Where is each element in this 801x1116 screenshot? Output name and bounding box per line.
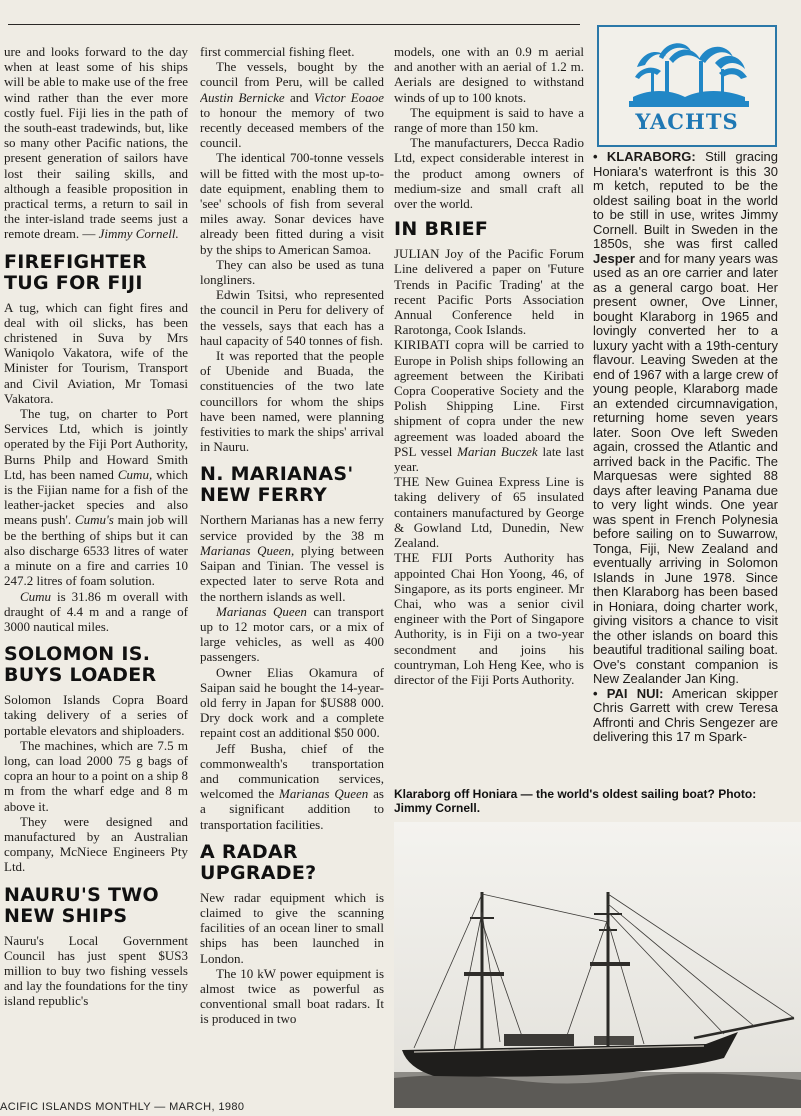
firefighter-paragraph-1: A tug, which can fight fires and deal with oil slicks, has been christened in Suva by Mrs Waniqolo Vakatora, wife of the Minister for Tourism, Transport and Civil Aviation, Mr Tomasi Vakatora. [4,299,188,406]
intro-byline: Jimmy Cornell. [98,226,179,242]
radar-paragraph-2: The 10 kW power equipment is almost twice as powerful as conventional small boat radars. It is produced in two [200,965,384,1027]
column-4 [593,150,778,775]
brief-item-4: THE FIJI Ports Authority has appointed Chai Hon Yoong, 46, of Singapore, as its ports engineer. Mr Chai, who was a senior civil engineer with the Port of Singapore Authority, is in Fiji on a two-year secondment and joins his countryman, Loh Heng Kee, who is director of the Fiji Ports Authority. [394,550,584,687]
brief-item-1: JULIAN Joy of the Pacific Forum Line delivered a paper on 'Future Trends in Pacific Trading' at the recent Pacific Ports Association Annual Conference held in Rarotonga, Cook Islands. [394,246,584,338]
nauru-paragraph-4: They can also be used as tuna longliners. [200,256,384,288]
intro-paragraph: ure and looks forward to the day when at least some of his ships will be able to make use of the free wind rather than the ever more costly fuel. Fiji lies in the path of the south-east tradewinds, but, like so many other Pacific nations, the present generation of sailors have lost their sailing skills, and although a feasible proposition in practical terms, a return to sail in the inter-island trade seems just a remote dream. — Jimmy Cornell. [4,44,188,242]
radar-paragraph-5: The manufacturers, Decca Radio Ltd, expect considerable interest in the product among owners of medium-size and small craft all over the world. [394,135,584,212]
solomon-paragraph-1: Solomon Islands Copra Board taking delivery of a series of portable elevators and shiploaders. [4,692,188,738]
nauru-paragraph-6: It was reported that the people of Ubenide and Buada, the constituencies of the two late councillors for whom the ships have been named, were planning festivities to mark the ships' arrival in Nauru. [200,348,384,455]
marianas-headline: N. MARIANAS' NEW FERRY [200,463,354,507]
brief-item-2: KIRIBATI copra will be carried to Europe in Polish ships following an agreement between the Kiribati Copra Cooperative Society and the Polish Shipping Line. First shipment of copra under the new agreement was loaded aboard the PSL vessel Marian Buczek late last year. [394,337,584,475]
in-brief-headline: IN BRIEF [394,218,489,241]
firefighter-paragraph-2: The tug, on charter to Port Services Ltd, which is jointly operated by the Fiji Port Authority, Burns Philp and Howard Smith Ltd, has been named Cumu, which is the Fijian name for a fish of the leather-jacket species and also means push'. Cumu's main job will be the berthing of ships but it can also discharge 6533 litres of water a minute on a fire and carries 10 247.2 litres of foam solution. [4,406,188,589]
photo-caption: Klaraborg off Honiara — the world's oldest sailing boat? Photo: Jimmy Cornell. [394,787,757,815]
nauru-paragraph-1: Nauru's Local Government Council has just spent $US3 million to buy two fishing vessels and lay the foundations for the tiny island republic's [4,932,188,1009]
radar-headline: A RADAR UPGRADE? [200,840,317,884]
page-footer: ACIFIC ISLANDS MONTHLY — MARCH, 1980 [0,1101,245,1113]
radar-paragraph-3: models, one with an 0.9 m aerial and another with an aerial of 1.2 m. Aerials are designed to withstand winds of up to 100 knots. [394,44,584,105]
column-2 [200,44,384,1104]
nauru-paragraph-3: The identical 700-tonne vessels will be fitted with the most up-to-date equipment, enabling them to 'see' schools of fish from several miles away. Sonar devices have already been fitted during a visit by the ships to American Samoa. [200,150,384,257]
top-rule [8,24,580,25]
nauru-headline: NAURU'S TWO NEW SHIPS [4,883,159,927]
nauru-paragraph-2: The vessels, bought by the council from Peru, will be called Austin Bernicke and Victor Eoaoe to honour the memory of two recently deceased members of the council. [200,59,384,151]
nauru-paragraph-5: Edwin Tsitsi, who represented the council in Peru for delivery of the vessels, says that each has a haul capacity of 540 tonnes of fish. [200,287,384,348]
solomon-paragraph-2: The machines, which are 7.5 m long, can load 2000 75 g bags of copra an hour to a point on a ship 8 m from the wharf edge and 8 m above it. [4,737,188,814]
column-3 [394,44,584,774]
column-1 [4,44,188,1104]
pai-nui-paragraph: • PAI NUI: American skipper Chris Garrett with crew Teresa Affronti and Chris Sengezer are delivering this 17 m Spark- [593,685,778,744]
marianas-paragraph-3: Owner Elias Okamura of Saipan said he bought the 14-year-old ferry in Japan for $US88 000. Dry dock work and a complete repaint cost an additional $50 000. [200,664,384,741]
firefighter-paragraph-3: Cumu is 31.86 m overall with draught of 4.4 m and a range of 3000 nautical miles. [4,588,188,634]
radar-paragraph-1: New radar equipment which is claimed to give the scanning facilities of an ocean liner to small ships has been launched in London. [200,889,384,966]
ketch-photo [394,822,801,1108]
radar-paragraph-4: The equipment is said to have a range of more than 150 km. [394,104,584,136]
marianas-paragraph-4: Jeff Busha, chief of the commonwealth's transportation and communication services, welcomed the Marianas Queen as a significant addition to transportation facilities. [200,740,384,832]
solomon-paragraph-3: They were designed and manufactured by an Australian company, McNiece Engineers Pty Ltd. [4,813,188,875]
solomon-headline: SOLOMON IS. BUYS LOADER [4,643,157,687]
marianas-paragraph-1: Northern Marianas has a new ferry service provided by the 38 m Marianas Queen, plying between Saipan and Tinian. The vessel is expected later to serve Rota and the northern islands as well. [200,512,384,604]
yachts-logo [597,25,777,147]
brief-item-3: THE New Guinea Express Line is taking delivery of 65 insulated containers manufactured by George & Gowland Ltd, Dunedin, New Zealand. [394,474,584,551]
klaraborg-paragraph: • KLARABORG: Still gracing Honiara's waterfront is this 30 m ketch, reputed to be the oldest sailing boat in the world to be still in use, writes Jimmy Cornell. Built in Sweden in the 1850s, she was first called Jesper and for many years was used as an ore carrier and later as a general cargo boat. Her present owner, Ove Linner, bought Klaraborg in 1965 and lovingly converted her to a luxury yacht with a 19th-century flavour. Leaving Sweden at the end of 1967 with a large crew of young people, Klaraborg made an extended circumnavigation, returning home seven years later. Soon Ove left Sweden again, crossed the Atlantic and arrived back in the Pacific. The Marquesas were sighted 88 days after leaving Panama due to very light winds. One year was spent in French Polynesia before sailing on to Suwarrow, Tonga, Fiji, New Zealand and eventually arriving in Solomon Islands in June 1978. Since then Klaraborg has been based in Honiara, doing charter work, giving visitors a chance to visit the other islands on board this beautiful traditional sailing boat. Ove's constant companion is New Zealander Jan King. [593,150,778,686]
palm-trees-icon [629,37,749,107]
firefighter-headline: FIREFIGHTER TUG FOR FIJI [4,250,148,294]
yachts-logo-word: YACHTS [635,109,739,134]
nauru-paragraph-continued: first commercial fishing fleet. [200,44,355,59]
marianas-paragraph-2: Marianas Queen can transport up to 12 motor cars, or a mix of large vehicles, as well as 400 passengers. [200,603,384,665]
